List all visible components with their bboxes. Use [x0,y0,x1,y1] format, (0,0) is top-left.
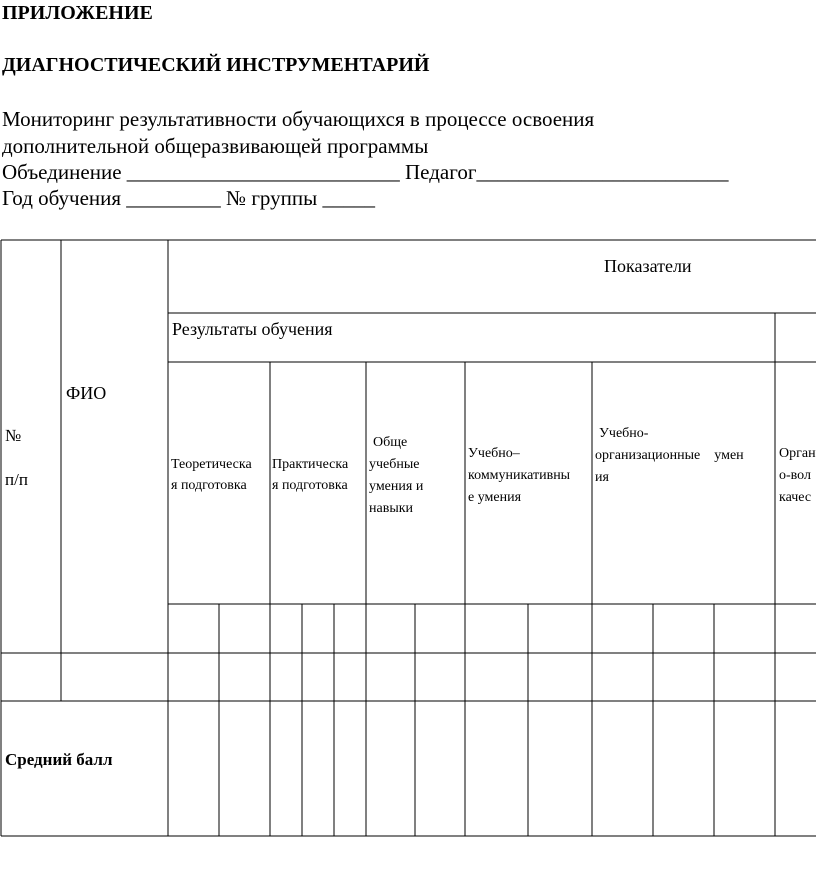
appendix-heading: ПРИЛОЖЕНИЕ [2,2,153,24]
col-fio-header: ФИО [66,383,107,403]
communication-header-line-2: коммуникативны [468,468,571,483]
communication-header-line-3: е умения [468,490,522,505]
theory-header-line-2: я подготовка [171,478,247,493]
year-label: Год обучения [2,186,122,210]
group-label: № группы [226,186,318,210]
practice-header-line-1: Практическа [272,457,349,472]
volitional-header-line-3: качес [779,490,812,505]
col-number-abbrev: п/п [5,470,28,489]
volitional-header-line-2: о-вол [779,468,811,483]
teacher-blank: ________________________ [476,160,729,184]
learning-results-header: Результаты обучения [172,319,333,339]
organization-header-line-2: организационные умен [595,448,744,463]
communication-header-line-1: Учебно– [468,446,520,461]
general-skills-header-line-2: учебные [369,457,420,472]
col-number-symbol: № [5,426,22,445]
teacher-label: Педагог [405,160,477,184]
organization-header-line-3: ия [595,470,609,485]
association-blank: __________________________ [126,160,400,184]
average-score-label: Средний балл [5,750,113,769]
general-skills-header-line-3: умения и [369,479,424,494]
theory-header-line-1: Теоретическа [171,457,252,472]
association-label: Объединение [2,160,122,184]
intro-line-2: дополнительной общеразвивающей программы [2,134,429,158]
general-skills-header-line-1: Обще [373,435,408,450]
year-blank: _________ [126,186,221,210]
general-skills-header-line-4: навыки [369,501,414,516]
document-title: ДИАГНОСТИЧЕСКИЙ ИНСТРУМЕНТАРИЙ [2,54,430,76]
volitional-header-line-1: Орган [779,446,816,461]
organization-header-line-1: Учебно- [599,426,649,441]
indicators-header: Показатели [604,256,692,276]
group-blank: _____ [322,186,375,210]
practice-header-line-2: я подготовка [272,478,348,493]
intro-line-1: Мониторинг результативности обучающихся в процессе освоения [2,107,595,131]
